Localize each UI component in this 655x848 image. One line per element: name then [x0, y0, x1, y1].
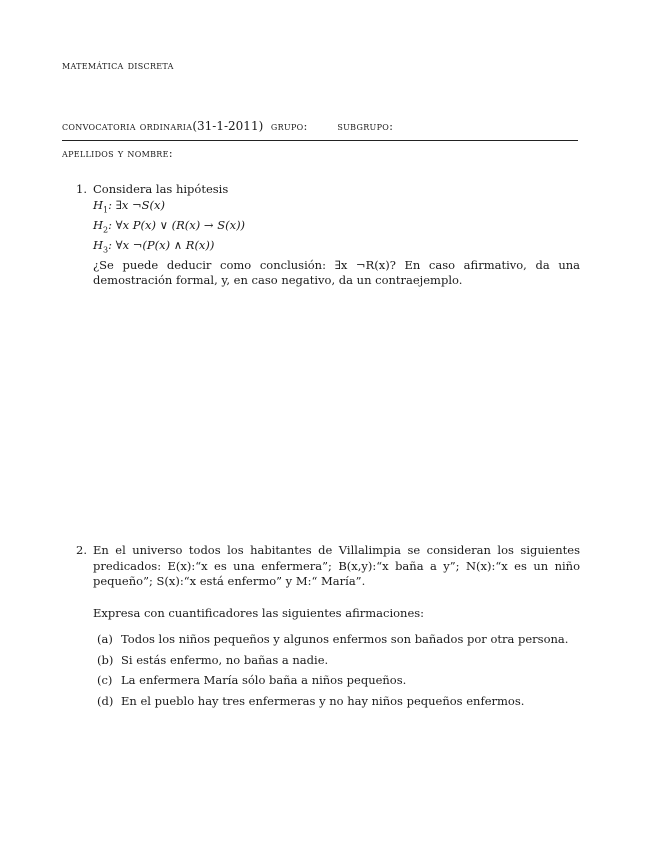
list-item: (c) La enfermera María sólo baña a niños pequeños. [97, 673, 407, 688]
names-label: apellidos y nombre: [62, 146, 173, 160]
question-2-number: 2. [76, 543, 87, 557]
exam-date: (31-1-2011) [192, 119, 264, 133]
list-item: (a) Todos los niños pequeños y algunos enfermos son bañados por otra persona. [97, 631, 569, 646]
list-item: (b) Si estás enfermo, no bañas a nadie. [97, 652, 329, 667]
hypothesis-2: $H_2$: ∀x P(x) ∨ (R(x) → S(x)) [93, 217, 246, 234]
exam-prefix: convocatoria ordinaria [62, 119, 193, 133]
hypothesis-1: $H_1$: ∃x ¬S(x) [93, 197, 166, 214]
group-label: grupo: [270, 119, 308, 133]
q1-question: ¿Se puede deducir como conclusión: ∃x ¬R(x)? En caso afirmativo, da una demostración formal, y, en caso negativo, da un contraejemplo. [93, 257, 580, 288]
q2-items [93, 632, 580, 710]
question-2 [62, 543, 580, 715]
q2-instruction: Expresa con cuantificadores las siguientes afirmaciones: [93, 606, 425, 621]
q2-intro: En el universo todos los habitantes de Villalimpia se consideran los siguientes predicados: E(x):“x es una enfermera”; B(x,y):“x baña a y”; N(x):“x es un niño pequeño”; S(x):“x está enfermo” y M:“ María”. [93, 543, 580, 589]
course-title: matemática discreta [62, 58, 174, 72]
list-item: (d) En el pueblo hay tres enfermeras y no hay niños pequeños enfermos. [97, 693, 525, 708]
subgroup-label: subgrupo: [337, 119, 394, 133]
hypothesis-3: $H_3$: ∀x ¬(P(x) ∧ R(x)) [93, 237, 215, 254]
exam-header [62, 119, 393, 133]
question-1 [62, 182, 580, 289]
question-1-number: 1. [76, 182, 87, 196]
q1-intro: Considera las hipótesis [93, 182, 229, 196]
header-divider [62, 140, 578, 141]
